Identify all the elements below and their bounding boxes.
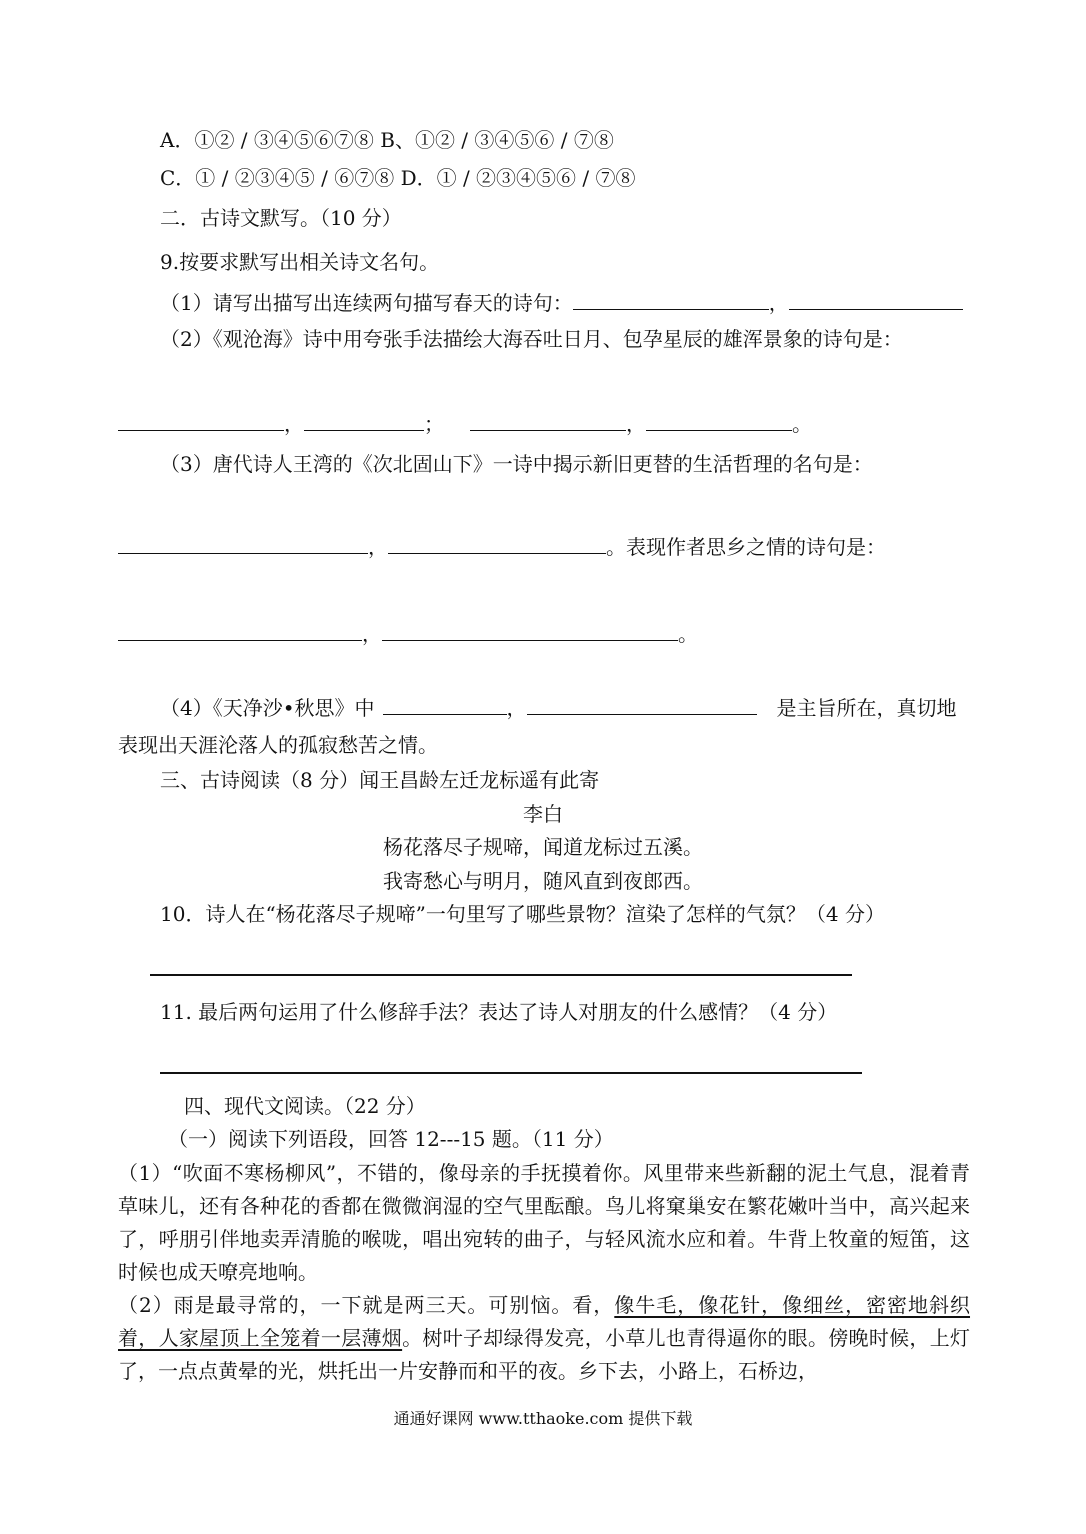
question-9-2: （2）《观沧海》诗中用夸张手法描绘大海吞吐日月、包孕星辰的雄浑景象的诗句是： [160, 327, 903, 351]
answer-blank[interactable] [646, 408, 792, 431]
paragraph-2 [118, 1289, 970, 1388]
answer-blank[interactable] [573, 287, 769, 310]
answer-line-q10[interactable] [150, 974, 852, 976]
comma: ， [768, 291, 789, 315]
section-2-heading: 二．古诗文默写。（10 分） [160, 206, 402, 230]
paragraph-1: （1）“吹面不寒杨柳风”，不错的，像母亲的手抚摸着你。风里带来些新翻的泥土气息，混着青草味儿，还有各种花的香都在微微润湿的空气里酝酿。鸟儿将窠巢安在繁花嫩叶当中，高兴起来了，呼朋引伴地卖弄清脆的喉咙，唱出宛转的曲子，与轻风流水应和着。牛背上牧童的短笛，这时候也成天嘹亮地响。 [118, 1161, 970, 1284]
question-9-4-text-2: 是主旨所在，真切地 [776, 696, 957, 720]
period: 。 [792, 412, 812, 436]
comma: ， [284, 412, 304, 436]
question-11: 11. 最后两句运用了什么修辞手法？表达了诗人对朋友的什么感情？（4 分） [160, 1000, 838, 1024]
page-footer: 通通好课网 www.tthaoke.com 提供下载 [393, 1409, 693, 1428]
question-9-3: （3）唐代诗人王湾的《次北固山下》一诗中揭示新旧更替的生活哲理的名句是： [160, 452, 873, 476]
paragraph-2-end: 。树叶子却绿得发亮，小草儿也青得逼你的眼。傍晚时候，上灯了，一点点黄晕的光，烘托出一片安静而和平的夜。乡下去，小路上，石桥边， [118, 1326, 971, 1383]
poem-author: 李白 [523, 802, 563, 826]
answer-blank[interactable] [527, 692, 757, 715]
answer-blank[interactable] [118, 408, 284, 431]
answer-blank[interactable] [470, 408, 626, 431]
answer-blank[interactable] [118, 531, 368, 554]
option-line-cd: C．① / ②③④⑤ / ⑥⑦⑧ D．① / ②③④⑤⑥ / ⑦⑧ [160, 166, 636, 190]
comma: ， [626, 412, 646, 436]
question-9-4-text: （4）《天净沙•秋思》中 [160, 696, 375, 720]
paragraph-2-underlined: 像牛毛，像花针，像细丝，密密地斜织着，人家屋顶上全笼着一层薄烟 [118, 1293, 971, 1350]
question-9-1-text: （1）请写出描写出连续两句描写春天的诗句： [160, 291, 573, 315]
answer-blank[interactable] [118, 618, 362, 641]
answer-blank[interactable] [383, 692, 507, 715]
period: 。 [678, 622, 698, 646]
answer-blank[interactable] [304, 408, 424, 431]
answer-blank[interactable] [388, 531, 606, 554]
question-9-3-continuation: 。表现作者思乡之情的诗句是： [606, 535, 886, 559]
comma: ， [362, 622, 382, 646]
poem-verse-2: 我寄愁心与明月，随风直到夜郎西。 [383, 869, 703, 893]
poem-verse-1: 杨花落尽子规啼，闻道龙标过五溪。 [383, 835, 703, 859]
question-9-4 [160, 692, 957, 722]
question-9-3-answer-line [118, 531, 886, 561]
paragraph-2-start: （2）雨是最寻常的，一下就是两三天。可别恼。看， [118, 1293, 615, 1317]
section-3-heading: 三、古诗阅读（8 分）闻王昌龄左迁龙标遥有此寄 [160, 768, 600, 792]
semicolon: ； [424, 412, 444, 436]
question-9: 9.按要求默写出相关诗文名句。 [160, 250, 440, 274]
question-9-3-answer-line-2 [118, 618, 698, 648]
question-10: 10．诗人在“杨花落尽子规啼”一句里写了哪些景物？渲染了怎样的气氛？（4 分） [160, 902, 885, 926]
comma: ， [506, 696, 527, 720]
section-4-heading: 四、现代文阅读。（22 分） [184, 1094, 426, 1118]
question-9-2-answer-line [118, 408, 812, 438]
answer-blank[interactable] [789, 287, 963, 310]
comma: ， [368, 535, 388, 559]
question-9-4-continuation: 表现出天涯沦落人的孤寂愁苦之情。 [118, 733, 438, 757]
question-9-1 [160, 287, 963, 317]
answer-line-q11[interactable] [160, 1072, 862, 1074]
answer-blank[interactable] [382, 618, 678, 641]
subsection-1-heading: （一）阅读下列语段，回答 12---15 题。（11 分） [168, 1127, 614, 1151]
option-line-ab: A．①② / ③④⑤⑥⑦⑧ B、①② / ③④⑤⑥ / ⑦⑧ [160, 128, 614, 152]
